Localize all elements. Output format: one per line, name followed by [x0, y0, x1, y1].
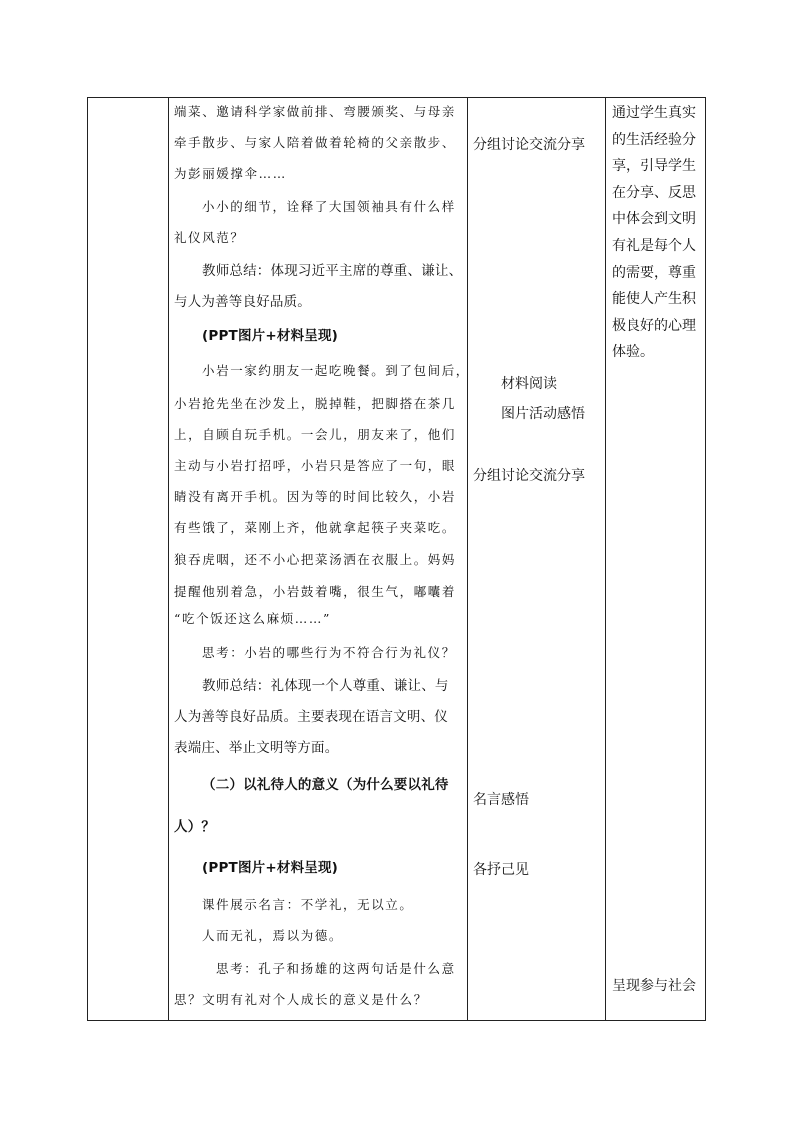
column-divider	[605, 98, 606, 1020]
content-line: 牵手散步、与家人陪着做着轮椅的父亲散步、	[174, 135, 457, 150]
activity-label: 各抒己见	[473, 862, 529, 878]
intent-line: 能使人产生积	[612, 291, 696, 308]
content-line: 狼吞虎咽，还不小心把菜汤洒在衣服上。妈妈	[174, 552, 457, 567]
intent-line: 极良好的心理	[612, 317, 696, 334]
content-line: 上，自顾自玩手机。一会儿，朋友来了，他们	[174, 427, 457, 442]
activity-label: 图片活动感悟	[501, 406, 585, 422]
activity-label: 名言感悟	[473, 792, 529, 808]
intent-line: 的需要，尊重	[612, 264, 696, 281]
design-intent	[612, 100, 704, 366]
content-line: “吃个饭还这么麻烦……”	[174, 611, 331, 626]
think-question: 思？文明有礼对个人成长的意义是什么？	[174, 992, 428, 1007]
activity-label: 分组讨论交流分享	[473, 137, 585, 153]
column-divider	[168, 98, 169, 1020]
quote-line: 课件展示名言：不学礼，无以立。	[202, 897, 414, 912]
think-question: 思考：小岩的哪些行为不符合行为礼仪？	[202, 645, 456, 660]
content-line: 提醒他别着急，小岩鼓着嘴，很生气，嘟囔着	[174, 584, 457, 599]
content-line: 为彭丽媛撑伞……	[174, 166, 287, 181]
section-heading: （二）以礼待人的意义（为什么要以礼待	[202, 777, 449, 793]
intent-line: 有礼是每个人	[612, 237, 696, 254]
teacher-summary: 表端庄、举止文明等方面。	[174, 740, 339, 756]
intent-line: 体验。	[612, 344, 654, 361]
column-divider	[467, 98, 468, 1020]
teacher-summary: 教师总结：礼体现一个人尊重、谦让、与	[202, 678, 449, 694]
ppt-note: (PPT图片+材料呈现)	[202, 860, 339, 876]
section-heading: 人）？	[174, 819, 216, 835]
ppt-note: (PPT图片+材料呈现)	[202, 328, 339, 344]
content-line: 端菜、邀请科学家做前排、弯腰颁奖、与母亲	[174, 104, 457, 119]
activity-label: 材料阅读	[501, 376, 557, 392]
teacher-summary: 与人为善等良好品质。	[174, 294, 311, 310]
content-line: 睛没有离开手机。因为等的时间比较久，小岩	[174, 489, 457, 504]
think-question: 思考：孔子和扬雄的这两句话是什么意	[216, 961, 456, 976]
activity-label: 分组讨论交流分享	[473, 468, 585, 484]
intent-line: 的生活经验分	[612, 131, 696, 148]
intent-line: 通过学生真实	[612, 105, 696, 121]
teacher-summary: 人为善等良好品质。主要表现在语言文明、仪	[174, 709, 448, 725]
content-line: 小岩一家约朋友一起吃晚餐。到了包间后，	[202, 363, 470, 378]
intent-next-line: 呈现参与社会	[612, 978, 696, 994]
content-line: 小小的细节，诠释了大国领袖具有什么样	[202, 199, 456, 214]
teacher-summary: 教师总结：体现习近平主席的尊重、谦让、	[202, 263, 463, 279]
quote-line: 人而无礼，焉以为德。	[202, 928, 344, 943]
content-line: 主动与小岩打招呼，小岩只是答应了一句，眼	[174, 458, 457, 473]
content-line: 礼仪风范？	[174, 230, 245, 245]
content-line: 有些饿了，菜刚上齐，他就拿起筷子夹菜吃。	[174, 520, 457, 535]
intent-line: 在分享、反思	[612, 184, 696, 201]
intent-line: 中体会到文明	[612, 211, 696, 228]
intent-line: 享，引导学生	[612, 158, 696, 175]
content-line: 小岩抢先坐在沙发上，脱掉鞋，把脚搭在茶几	[174, 396, 457, 411]
